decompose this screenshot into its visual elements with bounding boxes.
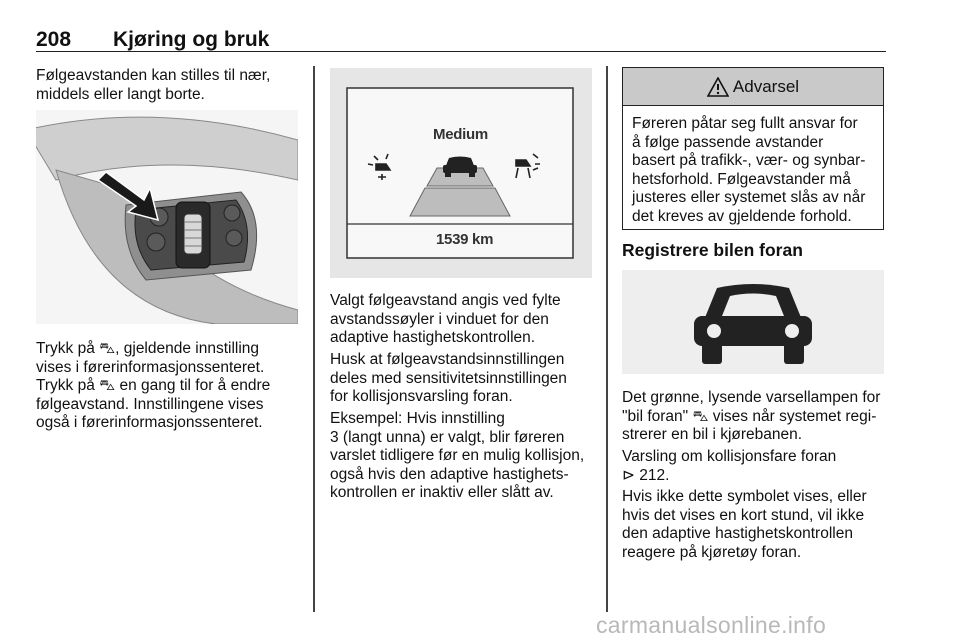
cross-reference-paragraph: Varsling om kollisjonsfare foran ⊳ 212. [622,448,837,484]
warning-header [623,68,883,106]
shared-setting-paragraph: Husk at følgeavstandsinnstillingen deles med sensitivitetsinnstillingen for kollisjonsvarsling foran. [330,351,567,406]
steering-wheel-icon [36,110,298,324]
driver-info-display-illustration [330,68,592,278]
warning-box [622,67,884,230]
column-divider [313,66,315,612]
intro-paragraph: Følgeavstanden kan stilles til nær, middels eller langt borte. [36,67,271,103]
column-divider [606,66,608,612]
indicator-paragraph: Det grønne, lysende varsellampen for "bil foran" ⛍ vises når systemet regi- strerer en bil i kjørebanen. [622,389,881,444]
distance-bar-far [410,188,510,216]
button-instructions: Trykk på ⛍, gjeldende innstilling vises i førerinformasjonssenteret. Trykk på ⛍ en gang til for å endre følgeavstand. Innstillingene vises også i førerinformasjonssenteret. [36,340,271,432]
page-header [36,24,886,52]
watermark: carmanualsonline.info [596,612,827,638]
steering-wheel-illustration [36,110,298,324]
page-title: Kjøring og bruk [113,28,270,51]
display-mode-label: Medium [433,126,488,143]
warning-title: Advarsel [732,76,800,96]
distance-bars-paragraph: Valgt følgeavstand angis ved fylte avstandssøyler i vinduet for den adaptive hastighetskontrollen. [330,292,561,347]
no-symbol-paragraph: Hvis ikke dette symbolet vises, eller hvis det vises en kort stund, vil ikke den adaptive hastighetskontrollen reagere på kjøretøy foran. [622,488,867,561]
example-paragraph: Eksempel: Hvis innstilling 3 (langt unna) er valgt, blir føreren varslet tidligere før en mulig kollisjon, også hvis den adaptive hastighets- kontrollen er inaktiv eller slått av. [330,410,585,502]
car-front-icon [622,270,884,374]
warning-text: Føreren påtar seg fullt ansvar for å følge passende avstander basert på trafikk-, vær- og synbar- hetsforhold. Følgeavstander må justeres eller systemet slås av når det kreves av gjeldende forhold. [632,115,866,225]
warning-triangle-icon [707,77,729,97]
page-number: 208 [36,28,72,51]
vehicle-ahead-illustration [622,270,884,374]
odometer-reading: 1539 km [436,231,494,248]
section-title: Registrere bilen foran [622,240,803,260]
